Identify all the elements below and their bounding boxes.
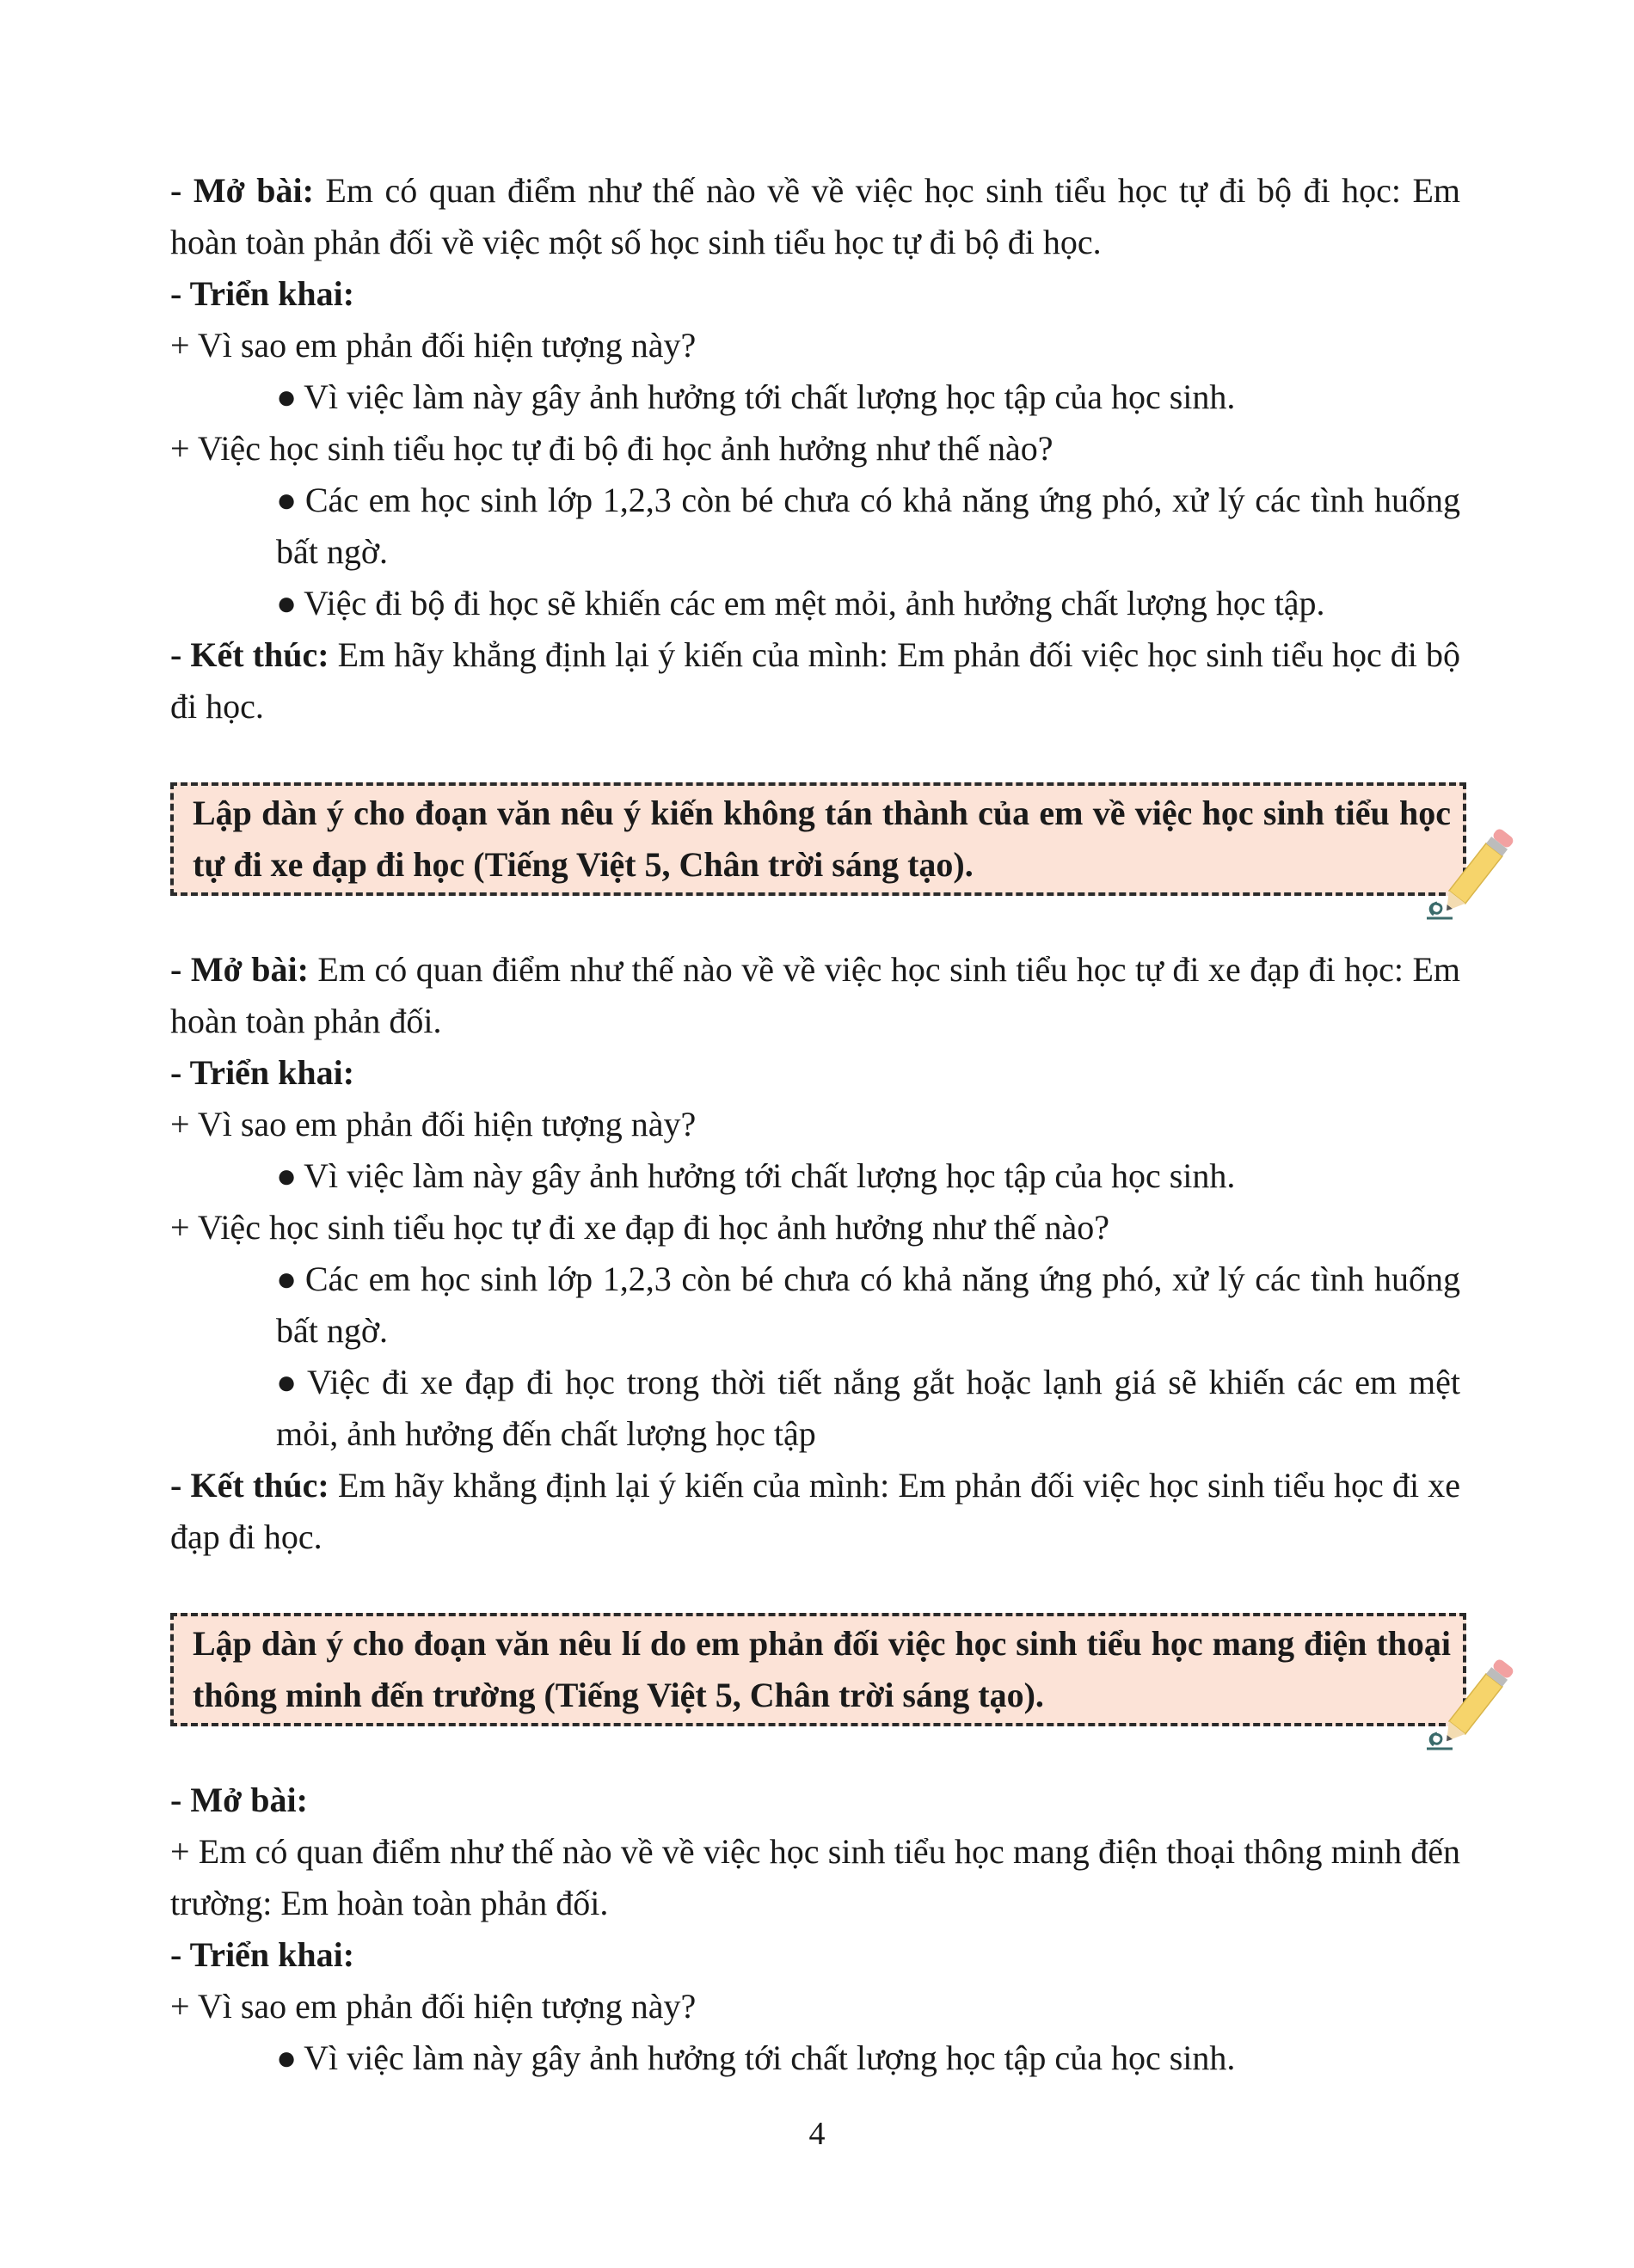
mo-bai-label: - Mở bài:	[170, 950, 309, 989]
section-walking	[170, 165, 1460, 733]
ket-thuc-label: - Kết thúc:	[170, 1466, 329, 1505]
bullet-item	[276, 475, 1460, 578]
mo-bai-label: - Mở bài:	[170, 171, 314, 210]
mo-bai-text: Em có quan điểm như thế nào về về việc học sinh tiểu học tự đi xe đạp đi học: Em hoàn toàn phản đối.	[170, 950, 1460, 1040]
ket-thuc-label: - Kết thúc:	[170, 635, 329, 674]
bullet-text: Vì việc làm này gây ảnh hưởng tới chất lượng học tập của học sinh.	[304, 377, 1236, 416]
mo-bai-paragraph	[170, 944, 1460, 1047]
bullet-text: Các em học sinh lớp 1,2,3 còn bé chưa có khả năng ứng phó, xử lý các tình huống bất ngờ.	[276, 481, 1461, 571]
mo-bai-paragraph	[170, 165, 1460, 268]
section-heading-bicycle	[170, 782, 1466, 896]
bullet-text: Vì việc làm này gây ảnh hưởng tới chất lượng học tập của học sinh.	[304, 1156, 1236, 1195]
ket-thuc-text: Em hãy khẳng định lại ý kiến của mình: Em phản đối việc học sinh tiểu học đi xe đạp đi học.	[170, 1466, 1460, 1556]
bullet-icon: ●	[276, 1156, 298, 1195]
mo-bai-text: Em có quan điểm như thế nào về về việc học sinh tiểu học tự đi bộ đi học: Em hoàn toàn phản đối về việc một số học sinh tiểu học tự đi bộ đi học.	[170, 171, 1460, 261]
bullet-item	[276, 2032, 1460, 2084]
trien-khai-label: - Triển khai:	[170, 1935, 355, 1974]
ket-thuc-paragraph	[170, 629, 1460, 733]
question-2: + Việc học sinh tiểu học tự đi bộ đi học ảnh hưởng như thế nào?	[170, 429, 1054, 468]
bullet-item	[276, 1150, 1460, 1202]
bullet-icon: ●	[276, 2038, 298, 2077]
pencil-icon	[1418, 818, 1521, 930]
section-smartphone	[170, 1775, 1460, 2084]
bullet-item	[276, 1254, 1460, 1357]
bullet-icon: ●	[276, 584, 298, 622]
bullet-text: Các em học sinh lớp 1,2,3 còn bé chưa có khả năng ứng phó, xử lý các tình huống bất ngờ.	[276, 1260, 1461, 1350]
bullet-icon: ●	[276, 481, 298, 519]
bullet-icon: ●	[276, 1363, 301, 1401]
section-heading-smartphone	[170, 1613, 1466, 1726]
trien-khai-label: - Triển khai:	[170, 1053, 355, 1092]
question-1: + Vì sao em phản đối hiện tượng này?	[170, 326, 697, 365]
ket-thuc-text: Em hãy khẳng định lại ý kiến của mình: Em phản đối việc học sinh tiểu học đi bộ đi học.	[170, 635, 1460, 726]
bullet-text: Việc đi xe đạp đi học trong thời tiết nắng gắt hoặc lạnh giá sẽ khiến các em mệt mỏi, ảnh hưởng đến chất lượng học tập	[276, 1363, 1460, 1453]
pencil-icon	[1418, 1649, 1521, 1761]
bullet-text: Vì việc làm này gây ảnh hưởng tới chất lượng học tập của học sinh.	[304, 2038, 1236, 2077]
mo-bai-text: + Em có quan điểm như thế nào về về việc học sinh tiểu học mang điện thoại thông minh đến trường: Em hoàn toàn phản đối.	[170, 1832, 1460, 1922]
mo-bai-label: - Mở bài:	[170, 1781, 308, 1819]
trien-khai-label: - Triển khai:	[170, 274, 355, 313]
question-1: + Vì sao em phản đối hiện tượng này?	[170, 1987, 697, 2026]
bullet-item	[276, 578, 1460, 629]
bullet-icon: ●	[276, 1260, 298, 1298]
ket-thuc-paragraph	[170, 1460, 1460, 1563]
question-1: + Vì sao em phản đối hiện tượng này?	[170, 1105, 697, 1143]
bullet-item	[276, 1357, 1460, 1460]
section-bicycle	[170, 944, 1460, 1563]
page-number: 4	[808, 2116, 826, 2152]
document-page	[170, 165, 1460, 2084]
heading-text: Lập dàn ý cho đoạn văn nêu ý kiến không tán thành của em về việc học sinh tiểu học tự đi xe đạp đi học (Tiếng Việt 5, Chân trời sáng tạo).	[193, 794, 1451, 884]
bullet-item	[276, 371, 1460, 423]
question-2: + Việc học sinh tiểu học tự đi xe đạp đi học ảnh hưởng như thế nào?	[170, 1208, 1110, 1247]
bullet-text: Việc đi bộ đi học sẽ khiến các em mệt mỏi, ảnh hưởng chất lượng học tập.	[304, 584, 1325, 622]
heading-text: Lập dàn ý cho đoạn văn nêu lí do em phản đối việc học sinh tiểu học mang điện thoại thông minh đến trường (Tiếng Việt 5, Chân trời sáng tạo).	[193, 1624, 1451, 1714]
bullet-icon: ●	[276, 377, 298, 416]
